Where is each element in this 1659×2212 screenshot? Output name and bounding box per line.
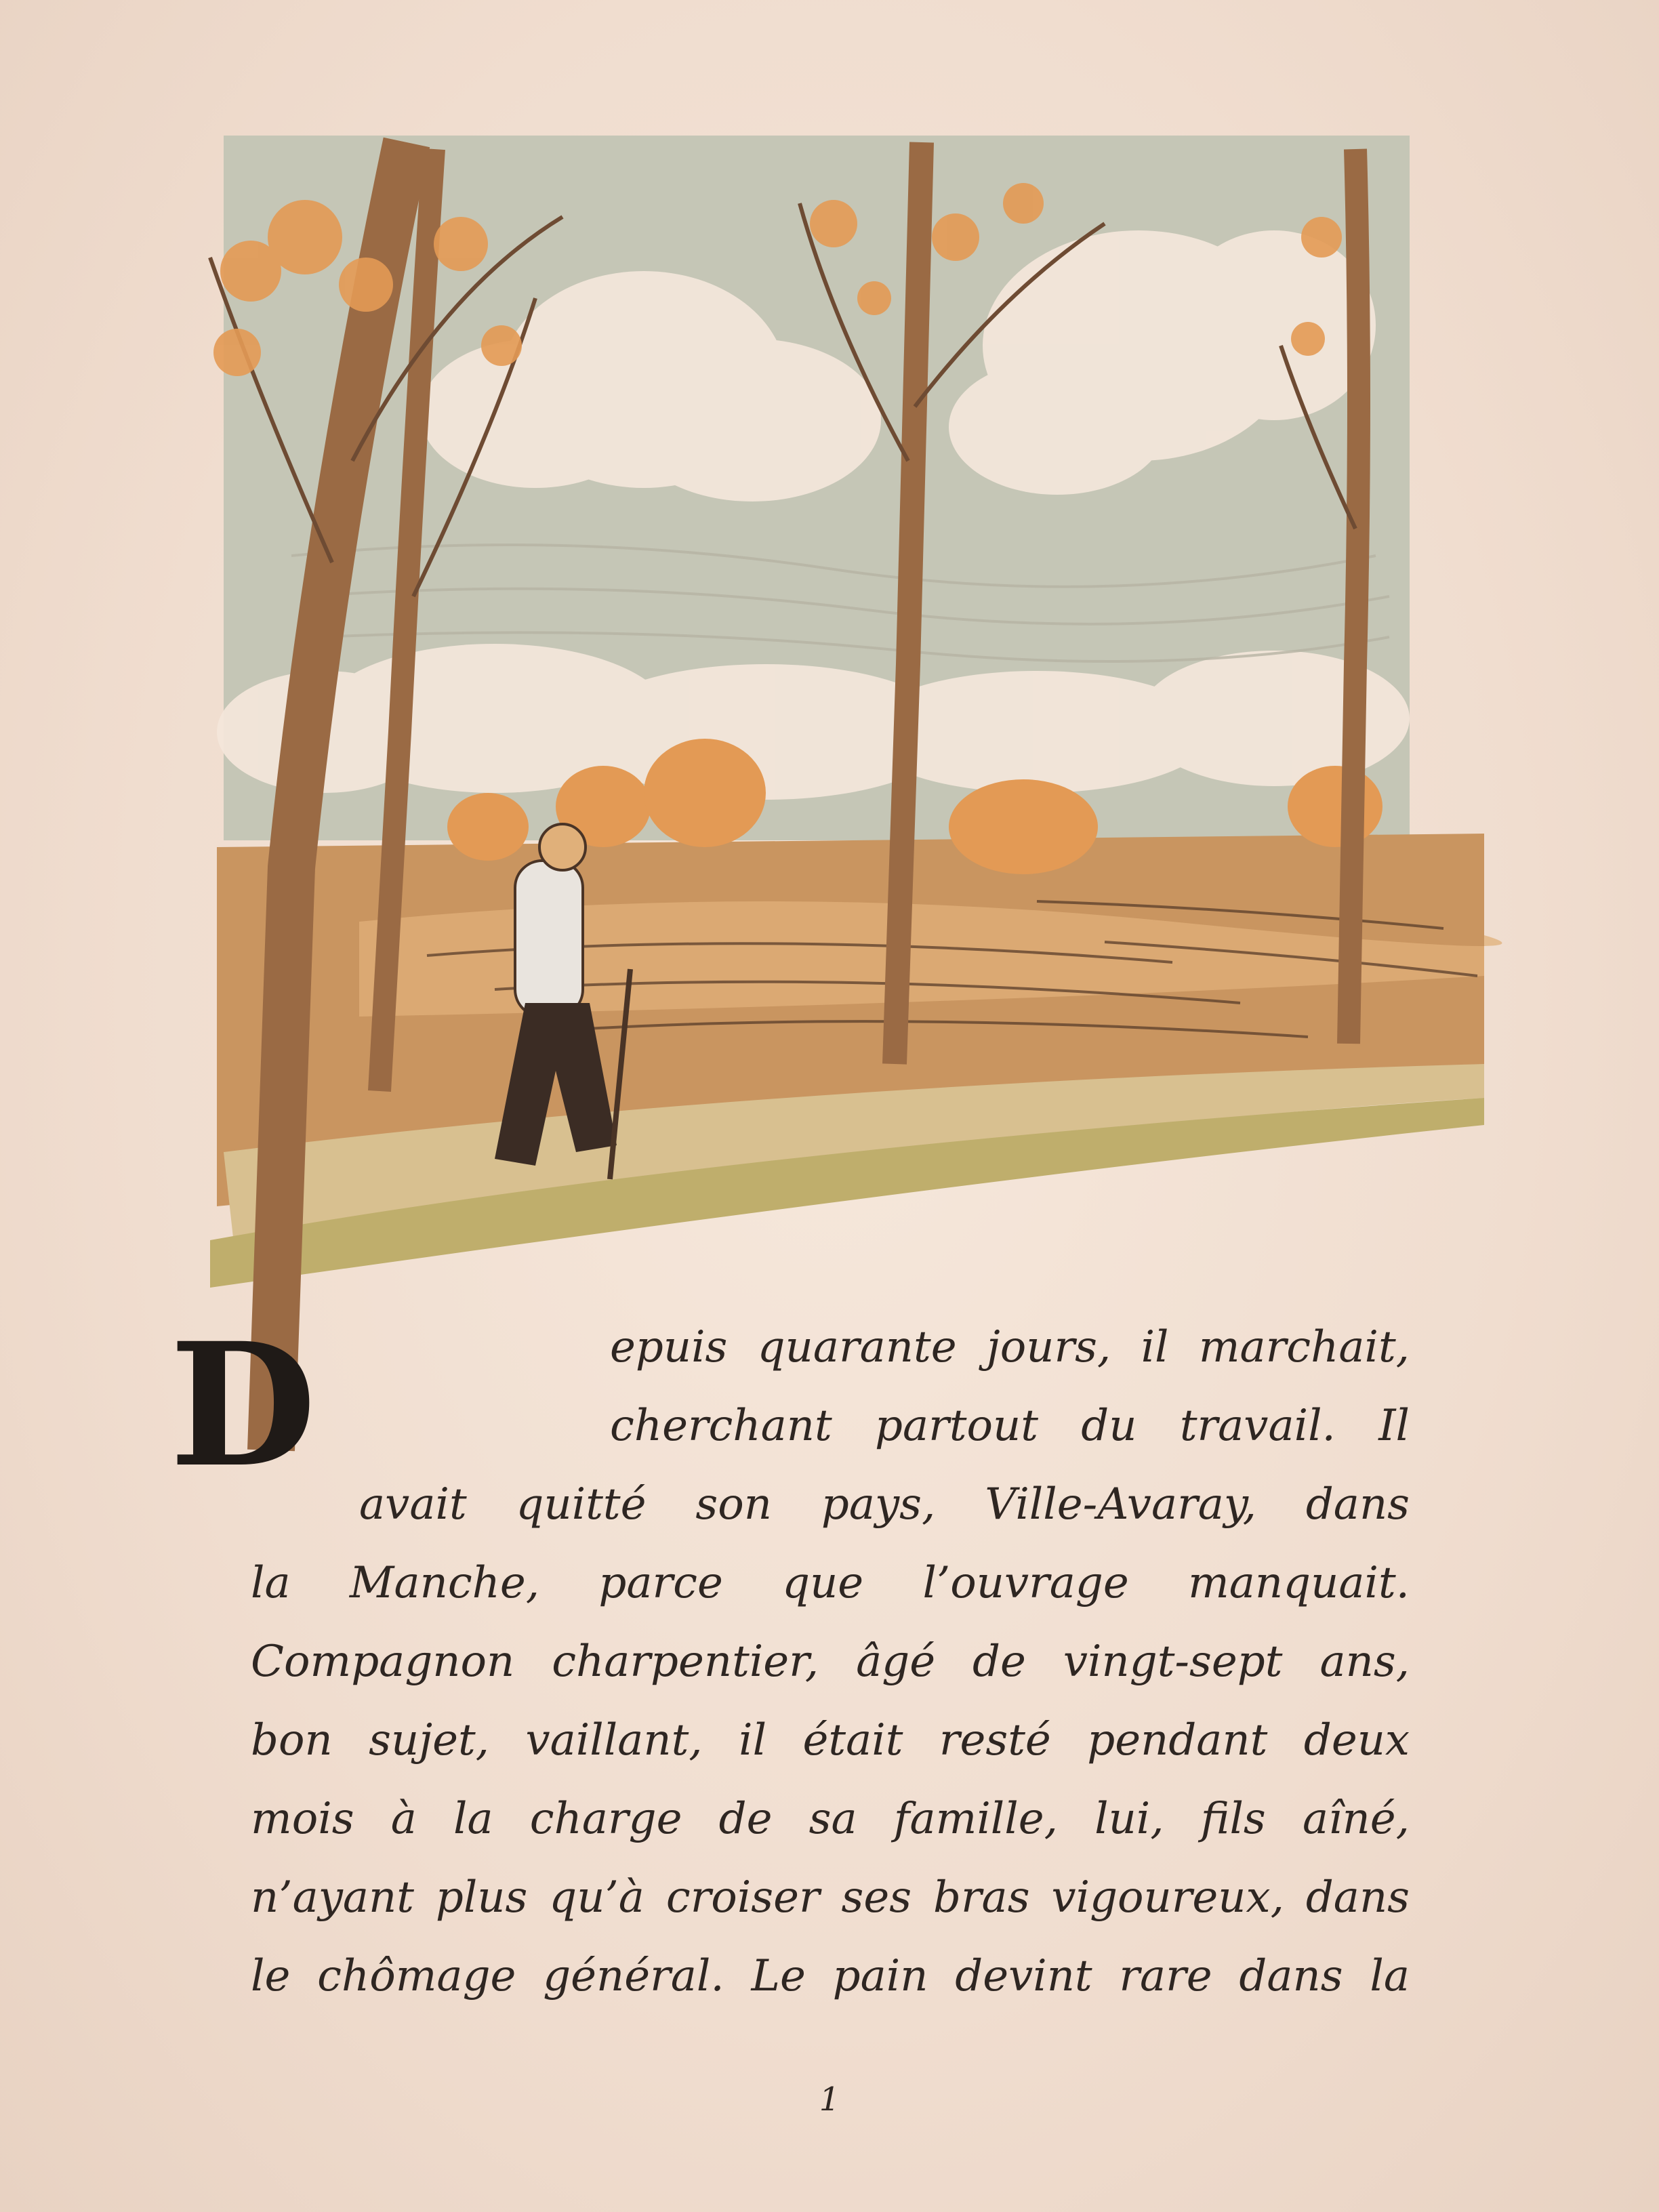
- text-line: Compagnon charpentier, âgé de vingt-sept ans,: [251, 1637, 1410, 1687]
- text-line: bon sujet, vaillant, il était resté pendant deux: [251, 1715, 1410, 1765]
- text-line: avait quitté son pays, Ville-Avaray, dans: [359, 1479, 1410, 1530]
- body-text: [251, 1308, 1410, 2015]
- text-line: cherchant partout du travail. Il: [610, 1401, 1410, 1451]
- text-line: le chômage général. Le pain devint rare dans la: [251, 1951, 1410, 2001]
- text-line: n’ayant plus qu’à croiser ses bras vigoureux, dans: [251, 1872, 1410, 1923]
- drop-cap: D: [169, 1305, 316, 1504]
- text-line: la Manche, parce que l’ouvrage manquait.: [251, 1558, 1410, 1608]
- text-line: epuis quarante jours, il marchait,: [610, 1322, 1410, 1372]
- text-line: mois à la charge de sa famille, lui, fils aîné,: [251, 1794, 1410, 1844]
- landscape-illustration: [156, 122, 1504, 1464]
- page-number: 1: [819, 2081, 840, 2118]
